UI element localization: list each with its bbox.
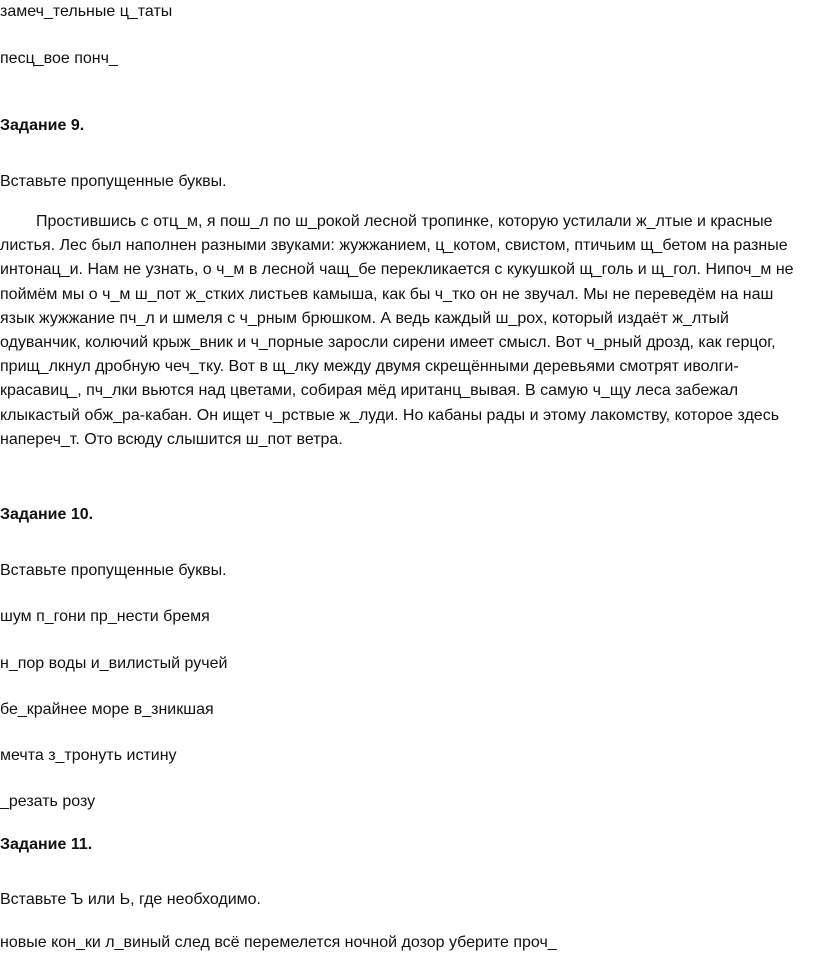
paragraph-line: красавиц_, пч_лки вьются над цветами, собирая мёд иританц_вывая. В самую ч_щу леса забежал [0,382,739,400]
task-10-item: мечта з_тронуть истину [0,747,177,764]
task-10-heading: Задание 10. [0,506,94,523]
task-11-instruction: Вставьте Ъ или Ь, где необходимо. [0,891,261,908]
paragraph-line: прищ_лкнул дробную чеч_тку. Вот в щ_лку между двумя скрещёнными деревьями смотрят иволги- [0,358,739,376]
paragraph-line: напереч_т. Ото всюду слышится ш_пот ветра. [0,430,343,448]
task-9-heading: Задание 9. [0,117,85,134]
task-10-instruction: Вставьте пропущенные буквы. [0,562,227,579]
task-10-item: н_пор воды и_вилистый ручей [0,655,228,672]
task-10-item: бе_крайнее море в_зникшая [0,701,214,718]
paragraph-line: язык жужжание пч_л и шмеля с ч_рным брюшком. А ведь каждый ш_рох, который издаёт ж_лтый [0,309,729,327]
task-11-heading: Задание 11. [0,836,93,853]
paragraph-line: поймём мы о ч_м ш_пот ж_стких листьев камыша, как бы ч_тко он не звучал. Мы не переведём на наш [0,285,774,303]
paragraph-line: одуванчик, колючий крыж_вник и ч_порные заросли сирени имеет смысл. Вот ч_рный дрозд, как герцог, [0,334,776,352]
task-9-instruction: Вставьте пропущенные буквы. [0,173,227,190]
task-10-item: _резать розу [0,793,96,810]
paragraph-line: клыкастый обж_ра-кабан. Он ищет ч_рствые ж_луди. Но кабаны рады и этому лакомству, которое здесь [0,406,780,424]
paragraph-line: интонац_и. Нам не узнать, о ч_м в лесной чащ_бе перекликается с кукушкой щ_голь и щ_гол. Нипоч_м не [0,261,794,279]
text-line: замеч_тельные ц_таты [0,3,173,20]
paragraph-line: листья. Лес был наполнен разными звуками: жужжанием, ц_котом, свистом, птичьим щ_бетом на разные [0,237,788,255]
task-10-item: шум п_гони пр_нести бремя [0,608,210,625]
text-line: песц_вое понч_ [0,50,118,67]
paragraph-line: Простившись с отц_м, я пош_л по ш_рокой лесной тропинке, которую устилали ж_лтые и красные [36,213,773,230]
task-11-item: новые кон_ки л_виный след всё перемелется ночной дозор уберите проч_ [0,934,557,951]
task-9-paragraph [0,210,812,452]
